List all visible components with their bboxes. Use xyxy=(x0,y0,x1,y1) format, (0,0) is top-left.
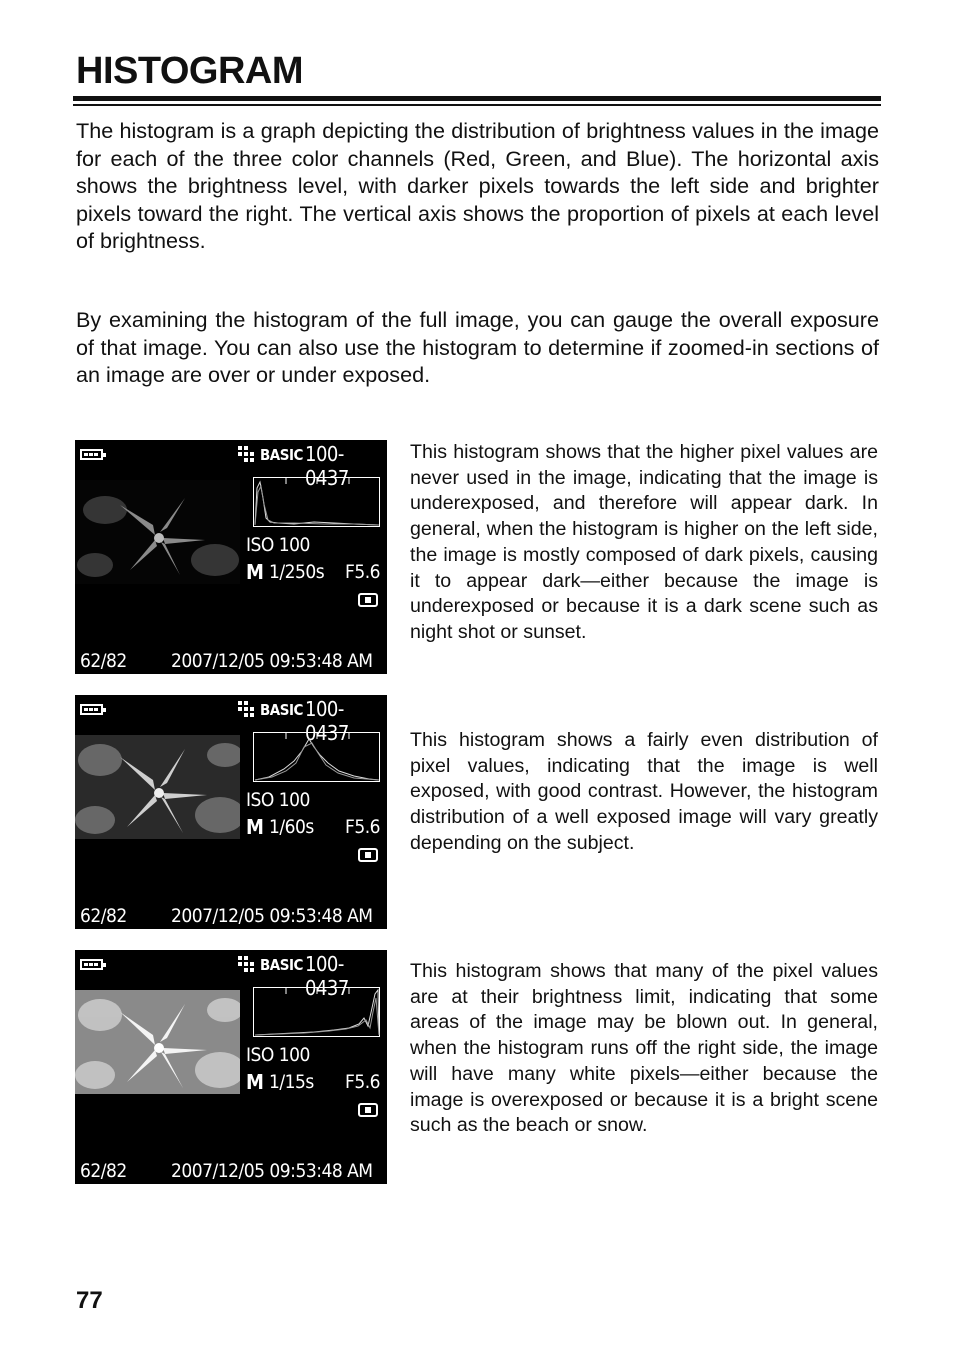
camera-screen-overexposed xyxy=(75,950,387,1184)
page-number: 77 xyxy=(76,1287,103,1314)
file-number: 100-0437 xyxy=(305,442,349,490)
image-counter: 62/82 xyxy=(80,650,127,672)
title-rule-thin xyxy=(73,104,881,106)
battery-icon xyxy=(80,959,103,970)
camera-screen-well-exposed xyxy=(75,695,387,929)
shutter-speed: 1/15s xyxy=(269,1071,314,1093)
exposure-mode: M xyxy=(246,815,264,839)
image-size-icon xyxy=(238,956,255,972)
iso-value: ISO 100 xyxy=(246,789,310,811)
file-number: 100-0437 xyxy=(305,952,349,1000)
caption-underexposed: This histogram shows that the higher pixel values are never used in the image, indicating that the image is underexposed, and therefore will appear dark. In general, when the histogram is higher on the left side, the image is mostly composed of dark pixels, causing it to appear dark—either because the image is underexposed or because it is a dark scene such as night shot or sunset. xyxy=(410,441,878,643)
shutter-speed: 1/60s xyxy=(269,816,314,838)
shutter-speed: 1/250s xyxy=(269,561,325,583)
exposure-mode: M xyxy=(246,1070,264,1094)
metering-icon xyxy=(358,592,378,606)
caption-overexposed: This histogram shows that many of the pixel values are at their brightness limit, indicating that some areas of the image may be blown out. In general, when the histogram runs off the right side, the image will have many white pixels—either because the image is overexposed or because it is a bright scene such as the beach or snow. xyxy=(410,960,878,1137)
image-size-icon xyxy=(238,446,255,462)
file-number: 100-0437 xyxy=(305,697,349,745)
thumbnail-photo xyxy=(75,735,240,839)
camera-screen-underexposed xyxy=(75,440,387,674)
date-time: 2007/12/05 09:53:48 AM xyxy=(171,650,373,672)
quality-label: BASIC xyxy=(260,701,303,719)
battery-icon xyxy=(80,449,103,460)
histogram-graph xyxy=(253,477,380,527)
intro-paragraph-1: The histogram is a graph depicting the distribution of brightness values in the image for each of the three color channels (Red, Green, and Blue). The horizontal axis shows the brightness level, with darker pixels towards the left side and brighter pixels toward the right. The vertical axis shows the proportion of pixels at each level of brightness. xyxy=(76,118,879,253)
thumbnail-photo xyxy=(75,990,240,1094)
aperture-value: F5.6 xyxy=(345,1071,381,1093)
iso-value: ISO 100 xyxy=(246,534,310,556)
metering-icon xyxy=(358,1102,378,1116)
battery-icon xyxy=(80,704,103,715)
quality-label: BASIC xyxy=(260,956,303,974)
date-time: 2007/12/05 09:53:48 AM xyxy=(171,1160,373,1182)
caption-well-exposed: This histogram shows a fairly even distribution of pixel values, indicating that the image is well exposed, with good contrast. However, the histogram distribution of a well exposed image will vary greatly depending on the subject. xyxy=(410,729,878,854)
title-rule-thick xyxy=(73,96,881,101)
aperture-value: F5.6 xyxy=(345,561,381,583)
thumbnail-photo xyxy=(75,480,240,584)
image-counter: 62/82 xyxy=(80,905,127,927)
histogram-graph xyxy=(253,987,380,1037)
histogram-graph xyxy=(253,732,380,782)
iso-value: ISO 100 xyxy=(246,1044,310,1066)
intro-paragraph-2: By examining the histogram of the full image, you can gauge the overall exposure of that image. You can also use the histogram to determine if zoomed-in sections of an image are over or under exposed. xyxy=(76,307,879,387)
exposure-mode: M xyxy=(246,560,264,584)
page-title: HISTOGRAM xyxy=(76,50,304,92)
metering-icon xyxy=(358,847,378,861)
quality-label: BASIC xyxy=(260,446,303,464)
image-counter: 62/82 xyxy=(80,1160,127,1182)
image-size-icon xyxy=(238,701,255,717)
date-time: 2007/12/05 09:53:48 AM xyxy=(171,905,373,927)
aperture-value: F5.6 xyxy=(345,816,381,838)
